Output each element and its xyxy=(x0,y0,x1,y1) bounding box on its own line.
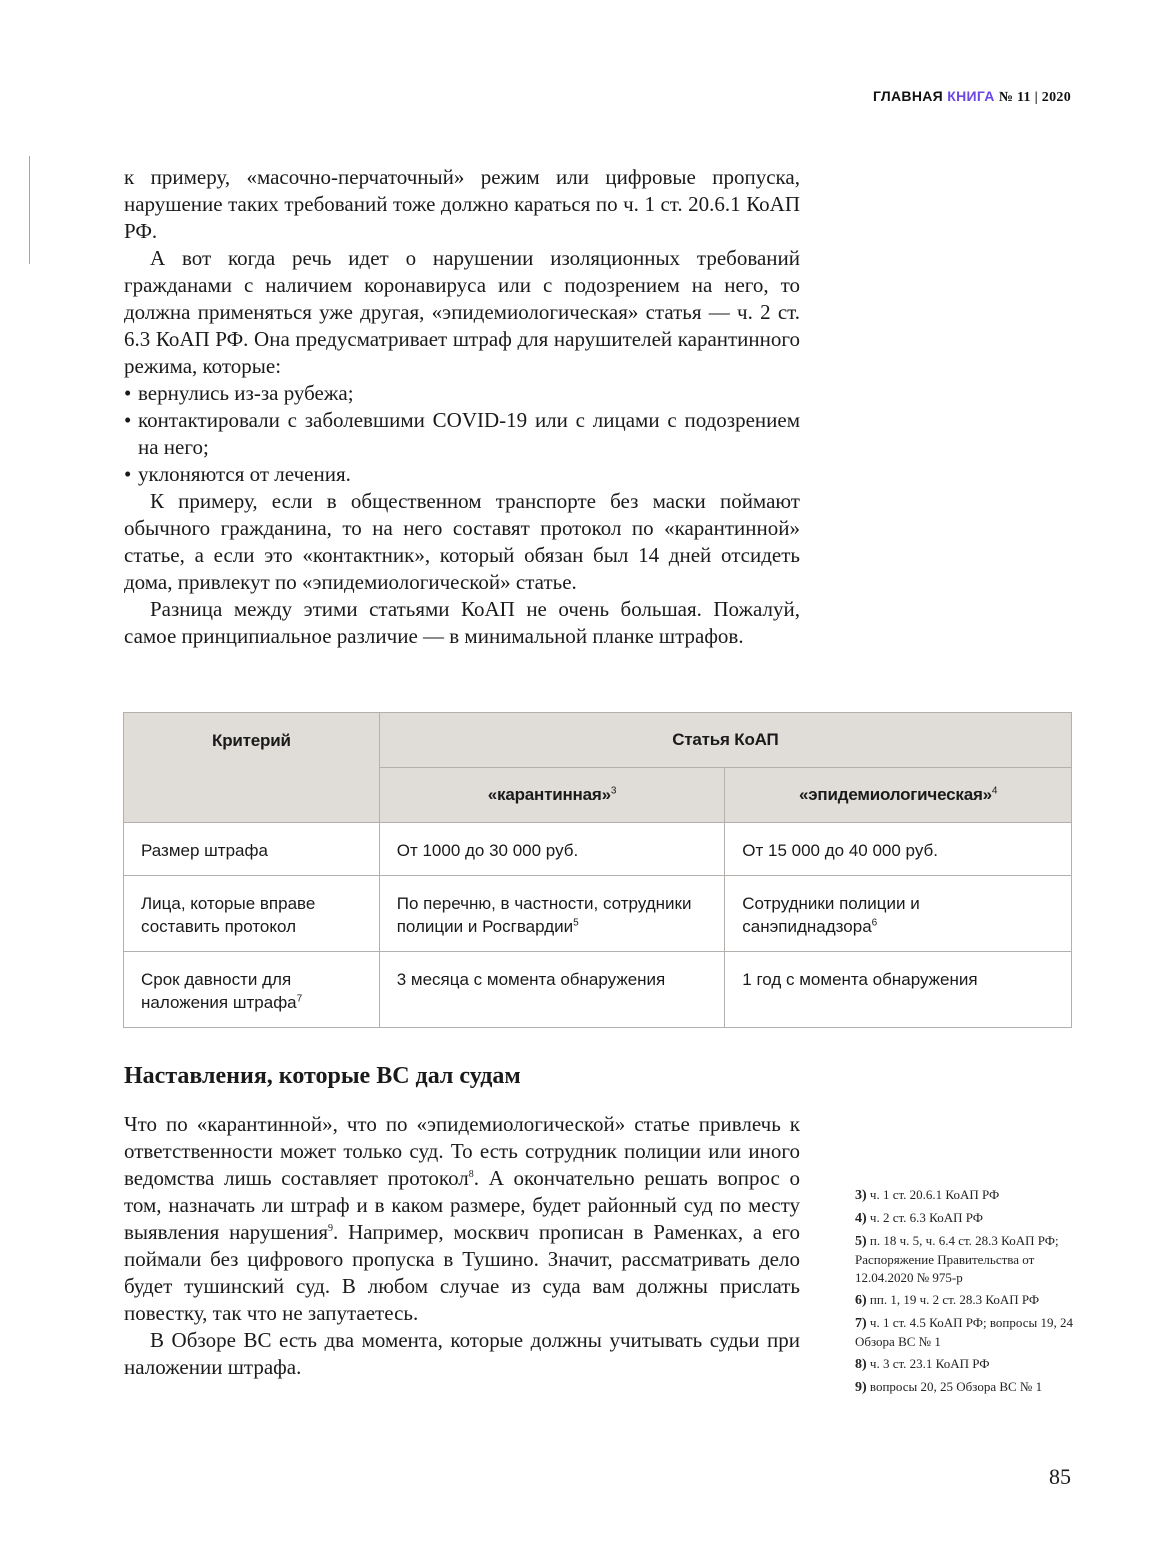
list-item: • вернулись из-за рубежа; xyxy=(124,380,800,407)
footnote-ref[interactable]: 4 xyxy=(991,785,998,797)
cell-quarantine: 3 месяца с момента обнаружения xyxy=(379,952,725,1028)
body-text-top xyxy=(124,164,800,650)
header-epidemic: «эпидемиологическая»$^4$ xyxy=(725,768,1072,823)
table-row xyxy=(124,952,1072,1028)
cell-epidemic: От 15 000 до 40 000 руб. xyxy=(725,823,1072,876)
footnote-ref[interactable]: 6 xyxy=(871,917,878,929)
cell-criterion: Лица, которые вправе составить протокол xyxy=(124,876,380,952)
brand-name-part2: КНИГА xyxy=(947,88,995,104)
table-row xyxy=(124,823,1072,876)
running-header xyxy=(873,88,1071,106)
paragraph: В Обзоре ВС есть два момента, которые должны учитывать судьи при наложении штрафа. xyxy=(124,1328,800,1379)
comparison-table xyxy=(123,712,1072,1028)
paragraph: А вот когда речь идет о нарушении изоляционных требований гражданами с наличием коронавируса или с подозрением на него, то должна применяться уже другая, «эпидемиологическая» статья — ч. 2 ст. 6.3 КоАП РФ. Она предусматривает штраф для нарушителей карантинного режима, которые: xyxy=(124,246,800,378)
footnote-ref[interactable]: 3 xyxy=(610,785,617,797)
paragraph: Что по «карантинной», что по «эпидемиологической» статье привлечь к ответственности может только суд. То есть сотрудник полиции или иного ведомства лишь составляет протокол$^8$. А окончательно решать вопрос о том, назначать ли штраф и в каком размере, будет районный суд по месту выявления нарушения$^9$. Например, москвич прописан в Раменках, а его поймали без цифрового пропуска в Тушино. Значит, рассматривать дело будет тушинский суд. В любом случае из суда вам должны прислать повестку, так что не запутаетесь. xyxy=(124,1112,801,1325)
footnote: 4) ч. 2 ст. 6.3 КоАП РФ xyxy=(855,1210,984,1226)
footnote-ref[interactable]: 5 xyxy=(573,917,579,929)
cell-quarantine: От 1000 до 30 000 руб. xyxy=(379,823,725,876)
footnote: 5) п. 18 ч. 5, ч. 6.4 ст. 28.3 КоАП РФ; Распоряжение Правительства от 12.04.2020 № 975-р xyxy=(855,1233,1059,1285)
body-text-section xyxy=(124,1111,800,1381)
cell-criterion: Размер штрафа xyxy=(124,823,380,876)
footnote-ref[interactable]: 9 xyxy=(328,1223,334,1234)
header-criterion: Критерий xyxy=(124,713,380,823)
issue-number: № 11 | 2020 xyxy=(998,90,1071,105)
footnote: 3) ч. 1 ст. 20.6.1 КоАП РФ xyxy=(855,1187,1000,1203)
brand-name-part1: ГЛАВНАЯ xyxy=(873,88,944,104)
header-quarantine: «карантинная»$^3$ xyxy=(379,768,725,823)
table-row xyxy=(124,876,1072,952)
page-number: 85 xyxy=(1049,1464,1071,1489)
list-item: • уклоняются от лечения. xyxy=(124,461,800,488)
cell-quarantine: По перечню, в частности, сотрудники полиции и Росгвардии$^5$ xyxy=(379,876,725,952)
footnote-ref[interactable]: 8 xyxy=(468,1169,474,1180)
cell-criterion: Срок давности для наложения штрафа$^7$ xyxy=(124,952,380,1028)
footnote: 6) пп. 1, 19 ч. 2 ст. 28.3 КоАП РФ xyxy=(855,1292,1040,1308)
cell-epidemic: Сотрудники полиции и санэпиднадзора$^6$ xyxy=(725,876,1072,952)
paragraph: К примеру, если в общественном транспорте без маски поймают обычного гражданина, то на него составят протокол по «карантинной» статье, а если это «контактник», который обязан был 14 дней отсидеть дома, привлекут по «эпидемиологической» статье. xyxy=(124,489,800,594)
section-heading: Наставления, которые ВС дал судам xyxy=(124,1063,521,1089)
list-item: • контактировали с заболевшими COVID-19 или с лицами с подозрением на него; xyxy=(124,407,800,461)
paragraph: Разница между этими статьями КоАП не очень большая. Пожалуй, самое принципиальное различие — в минимальной планке штрафов. xyxy=(124,597,800,648)
bullet-list xyxy=(124,380,800,488)
footnotes xyxy=(855,1186,1080,1401)
footnote: 9) вопросы 20, 25 Обзора ВС № 1 xyxy=(855,1379,1043,1395)
footnote-ref[interactable]: 7 xyxy=(296,993,303,1005)
footnote: 7) ч. 1 ст. 4.5 КоАП РФ; вопросы 19, 24 Обзора ВС № 1 xyxy=(855,1315,1073,1349)
header-article-group: Статья КоАП xyxy=(379,713,1071,768)
footnote: 8) ч. 3 ст. 23.1 КоАП РФ xyxy=(855,1356,990,1372)
cell-epidemic: 1 год с момента обнаружения xyxy=(725,952,1072,1028)
margin-bar xyxy=(29,156,30,264)
paragraph: к примеру, «масочно-перчаточный» режим или цифровые пропуска, нарушение таких требований тоже должно караться по ч. 1 ст. 20.6.1 КоАП РФ. xyxy=(124,165,800,243)
